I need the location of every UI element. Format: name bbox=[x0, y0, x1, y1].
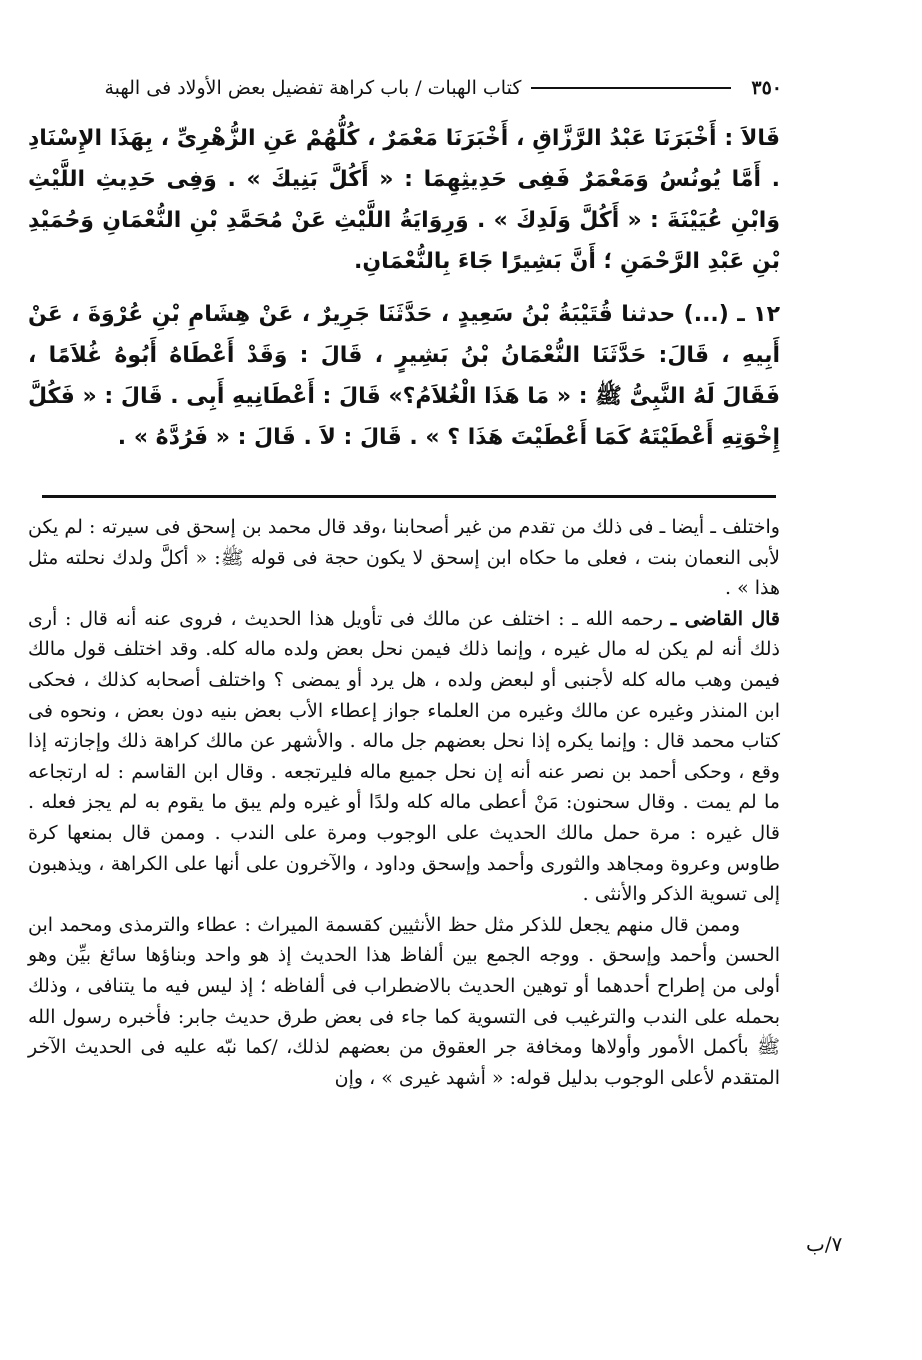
page-header bbox=[30, 70, 782, 106]
commentary-paragraph: واختلف ـ أيضا ـ فى ذلك من تقدم من غير أصحابنا ،وقد قال محمد بن إسحق فى سيرته : لم يكن لأبى النعمان بنت ، فعلى ما حكاه ابن إسحق لا يكون حجة فى قوله ﷺ: « أكلَّ ولدك نحلته مثل هذا » . bbox=[28, 516, 780, 600]
commentary-paragraph: وممن قال منهم يجعل للذكر مثل حظ الأنثيين كقسمة الميراث : عطاء والترمذى ومحمد ابن الحسن وأحمد وإسحق . ووجه الجمع بين ألفاظ هذا الحديث إذ هو واحد وبناؤها سائغ بيِّن وهو أولى من إطراح أحدهما أو توهين الحديث بالاضطراب فى ألفاظه ؛ إذ ليس فيه ما يتنافى ، وذلك بحمله على الندب والترغيب فى التسوية كما جاء فى بعض طرق حديث جابر: فأخبره رسول الله ﷺ بأكمل الأمور وأولاها ومخافة جر العقوق من بعضهم لذلك، /كما نبّه عليه فى الحديث الآخر المتقدم لأعلى الوجوب بدليل قوله: « أشهد غيرى » ، وإن bbox=[28, 913, 780, 1089]
running-title: كتاب الهبات / باب كراهة تفضيل بعض الأولاد فى الهبة bbox=[104, 77, 522, 99]
header-rule bbox=[531, 87, 731, 89]
paragraph-gap bbox=[28, 282, 780, 294]
commentary-body: رحمه الله ـ : اختلف عن مالك فى تأويل هذا الحديث ، فروى عنه أنه قال : أرى ذلك أنه لم يكن له مال غيره ، وإنما ذلك فيمن نحل بعض ولده ماله كله. وقد اختلف قول مالك فيمن وهب ماله كله لأجنبى أو لبعض ولده ، هل يرد أو يمضى ؟ واختلف أصحابه كذلك ، فحكى ابن المنذر وغيره عن مالك وغيره من العلماء جواز إعطاء الأب بعض بنيه دون بعض ، ونحوه فى كتاب محمد قال : وإنما يكره إذا نحل بعضهم جل ماله . والأشهر عن مالك كراهة ذلك وإجازته إذا وقع ، وحكى أحمد بن نصر عنه أنه إن نحل جميع ماله فليرتجعه . وقال ابن القاسم : له ارتجاعه ما لم يمت . وقال سحنون: مَنْ أعطى ماله كله ولدًا أو غيره ولم يبق ما يقوم به لم يجز فعله . قال غيره : مرة حمل مالك الحديث على الوجوب ومرة على الندب . وممن قال بمنعها كرة طاوس وعروة ومجاهد والثورى وأحمد وإسحق وداود ، والآخرون على أنها على الكراهة ، ويذهبون إلى تسوية الذكر والأنثى . bbox=[28, 607, 780, 906]
commentary-lead: قال القاضى ـ bbox=[670, 607, 780, 630]
hadith-text bbox=[28, 118, 780, 458]
hadith-paragraph: قَالاَ : أَخْبَرَنَا عَبْدُ الرَّزَّاقِ ، أَخْبَرَنَا مَعْمَرٌ ، كُلُّهُمْ عَنِ الزُّهْرِىِّ ، بِهَذَا الإِسْنَادِ . أَمَّا يُونُسُ وَمَعْمَرٌ فَفِى حَدِيثِهِمَا : « أَكُلَّ بَنِيكَ » . وَفِى حَدِيثِ اللَّيْثِ وَابْنِ عُيَيْنَةَ : « أَكُلَّ وَلَدِكَ » . وَرِوَايَةُ اللَّيْثِ عَنْ مُحَمَّدِ بْنِ النُّعْمَانِ وَحُمَيْدِ بْنِ عَبْدِ الرَّحْمَنِ ؛ أَنَّ بَشِيرًا جَاءَ بِالنُّعْمَانِ. bbox=[28, 126, 780, 274]
hadith-paragraph: ١٢ ـ (...) حدثنا قُتَيْبَةُ بْنُ سَعِيدٍ ، حَدَّثَنَا جَرِيرٌ ، عَنْ هِشَامِ بْنِ عُرْوَةَ ، عَنْ أَبِيهِ ، قَالَ: حَدَّثَنَا النُّعْمَانُ بْنُ بَشِيرٍ ، قَالَ : وَقَدْ أَعْطَاهُ أَبُوهُ غُلاَمًا ، فَقَالَ لَهُ النَّبِىُّ ﷺ : « مَا هَذَا الْغُلاَمُ؟» قَالَ : أَعْطَانِيهِ أَبِى . قَالَ : « فَكُلَّ إِخْوَتِهِ أَعْطَيْتَهُ كَمَا أَعْطَيْتَ هَذَا ؟ » . قَالَ : لاَ . قَالَ : « فَرُدَّهُ » . bbox=[28, 302, 780, 450]
footnote-separator bbox=[42, 495, 776, 498]
commentary-text bbox=[28, 512, 780, 1093]
manuscript-folio-note: ٧/ب bbox=[806, 1232, 843, 1256]
commentary-paragraph bbox=[28, 604, 780, 910]
page-number: ٣٥٠ bbox=[751, 77, 782, 99]
